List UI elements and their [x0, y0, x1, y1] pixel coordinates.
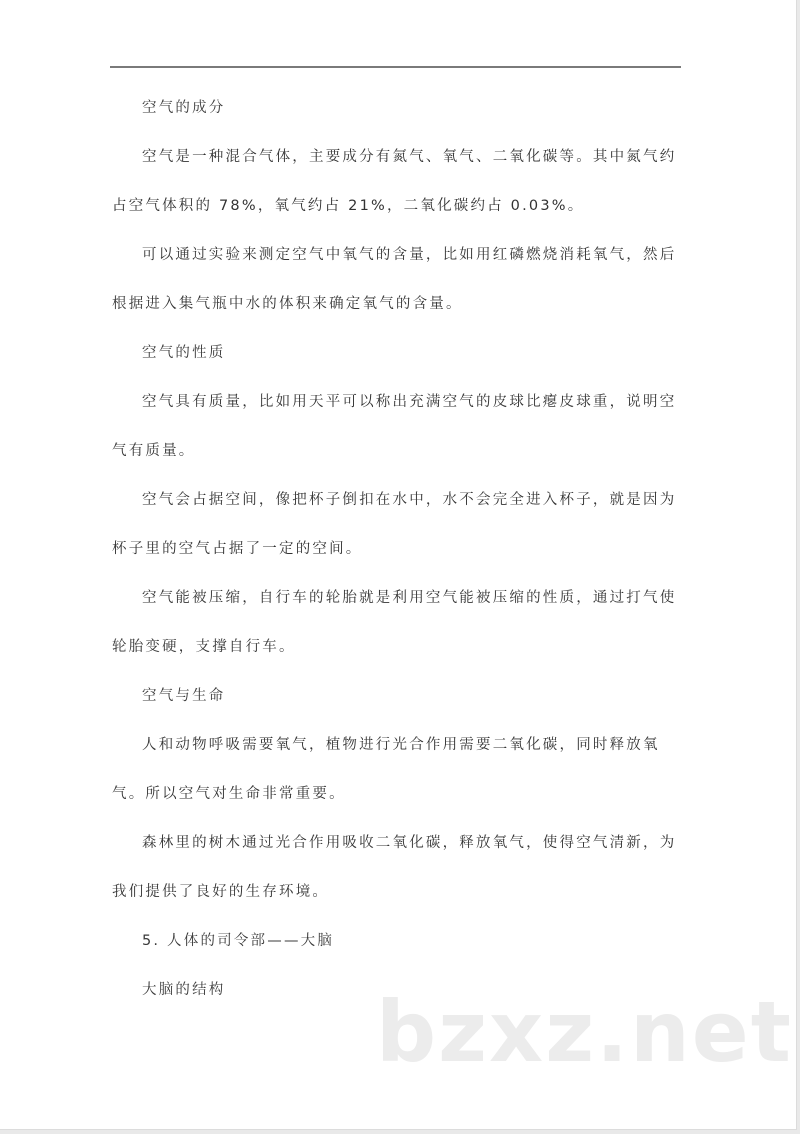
header-rule: [110, 66, 681, 68]
paragraph-forest: 森林里的树木通过光合作用吸收二氧化碳，释放氧气，使得空气清新，为我们提供了良好的生存环境。: [112, 835, 677, 900]
paragraph-air-compression: 空气能被压缩，自行车的轮胎就是利用空气能被压缩的性质，通过打气使轮胎变硬，支撑自行车。: [112, 590, 677, 655]
section-heading-air-properties: 空气的性质: [142, 345, 226, 361]
watermark-text: bzxz.net: [376, 983, 793, 1081]
paragraph-respiration: 人和动物呼吸需要氧气，植物进行光合作用需要二氧化碳，同时释放氧气。所以空气对生命非常重要。: [112, 737, 660, 802]
section-heading-air-and-life: 空气与生命: [142, 688, 226, 704]
section-heading-brain-structure: 大脑的结构: [142, 982, 226, 998]
chapter-heading-brain: 5. 人体的司令部——大脑: [142, 933, 335, 949]
paragraph-air-mass: 空气具有质量，比如用天平可以称出充满空气的皮球比瘪皮球重，说明空气有质量。: [112, 394, 677, 459]
section-heading-air-composition: 空气的成分: [142, 100, 226, 116]
paragraph-air-space: 空气会占据空间，像把杯子倒扣在水中，水不会完全进入杯子，就是因为杯子里的空气占据了一定的空间。: [112, 492, 677, 557]
paragraph-oxygen-experiment: 可以通过实验来测定空气中氧气的含量，比如用红磷燃烧消耗氧气，然后根据进入集气瓶中水的体积来确定氧气的含量。: [112, 247, 677, 312]
paragraph-air-composition: 空气是一种混合气体，主要成分有氮气、氧气、二氧化碳等。其中氮气约占空气体积的 78%，氧气约占 21%，二氧化碳约占 0.03%。: [112, 149, 677, 214]
document-body: [112, 84, 682, 1015]
